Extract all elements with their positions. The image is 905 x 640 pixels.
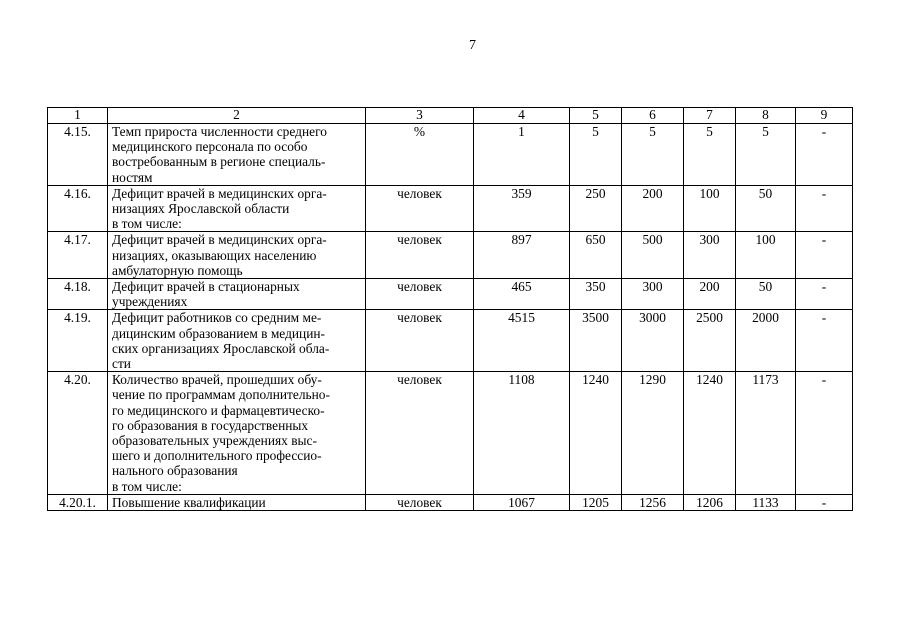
table-row [48, 232, 853, 279]
row-value: 2000 [736, 310, 796, 372]
row-code: 4.20.1. [48, 494, 108, 510]
table-row [48, 185, 853, 232]
row-description: Количество врачей, прошедших обу- чение по программам дополнительно- го медицинского и фармацевтическо- го образования в государственных образовательных учреждениях выс- шего и дополнительного профессио- нального образования в том числе: [108, 372, 366, 495]
row-value: 300 [684, 232, 736, 279]
row-value: 3000 [622, 310, 684, 372]
row-value: 897 [474, 232, 570, 279]
row-value: 1173 [736, 372, 796, 495]
indicators-table [47, 107, 853, 511]
row-code: 4.16. [48, 185, 108, 232]
row-value: 5 [622, 124, 684, 186]
row-description: Повышение квалификации [108, 494, 366, 510]
row-value: 5 [684, 124, 736, 186]
row-value: 50 [736, 185, 796, 232]
row-value: 50 [736, 279, 796, 310]
column-header: 7 [684, 108, 736, 124]
row-value: 1 [474, 124, 570, 186]
row-unit: % [366, 124, 474, 186]
row-value: 500 [622, 232, 684, 279]
column-header: 1 [48, 108, 108, 124]
row-value: 200 [622, 185, 684, 232]
page-number: 7 [469, 38, 476, 53]
row-value: 100 [736, 232, 796, 279]
row-value: 359 [474, 185, 570, 232]
row-unit: человек [366, 185, 474, 232]
column-header: 6 [622, 108, 684, 124]
row-unit: человек [366, 310, 474, 372]
row-value: 1206 [684, 494, 736, 510]
row-unit: человек [366, 372, 474, 495]
row-value: 1240 [684, 372, 736, 495]
row-value: - [796, 232, 853, 279]
row-value: 3500 [570, 310, 622, 372]
column-header: 4 [474, 108, 570, 124]
table-row [48, 279, 853, 310]
row-value: 1108 [474, 372, 570, 495]
table-row [48, 124, 853, 186]
row-description: Дефицит врачей в медицинских орга- низациях, оказывающих населению амбулаторную помощь [108, 232, 366, 279]
column-header: 3 [366, 108, 474, 124]
row-unit: человек [366, 494, 474, 510]
row-code: 4.17. [48, 232, 108, 279]
column-header: 5 [570, 108, 622, 124]
row-value: - [796, 494, 853, 510]
row-value: 1240 [570, 372, 622, 495]
row-value: 100 [684, 185, 736, 232]
row-description: Дефицит врачей в медицинских орга- низациях Ярославской области в том числе: [108, 185, 366, 232]
row-value: 300 [622, 279, 684, 310]
row-value: 250 [570, 185, 622, 232]
row-value: 350 [570, 279, 622, 310]
row-value: 2500 [684, 310, 736, 372]
column-header: 2 [108, 108, 366, 124]
row-value: - [796, 279, 853, 310]
row-value: - [796, 185, 853, 232]
row-description: Дефицит работников со средним ме- дицинским образованием в медицин- ских организациях Ярославской обла- сти [108, 310, 366, 372]
row-value: 1133 [736, 494, 796, 510]
row-code: 4.19. [48, 310, 108, 372]
row-value: 1067 [474, 494, 570, 510]
row-description: Темп прироста численности среднего медицинского персонала по особо востребованным в регионе специаль- ностям [108, 124, 366, 186]
row-value: 1205 [570, 494, 622, 510]
row-value: - [796, 372, 853, 495]
row-value: 200 [684, 279, 736, 310]
row-description: Дефицит врачей в стационарных учреждениях [108, 279, 366, 310]
row-value: 5 [570, 124, 622, 186]
row-value: 5 [736, 124, 796, 186]
column-header: 8 [736, 108, 796, 124]
table-row [48, 310, 853, 372]
row-value: - [796, 310, 853, 372]
row-value: - [796, 124, 853, 186]
row-code: 4.20. [48, 372, 108, 495]
row-value: 1256 [622, 494, 684, 510]
row-code: 4.18. [48, 279, 108, 310]
column-header: 9 [796, 108, 853, 124]
row-code: 4.15. [48, 124, 108, 186]
table-header-row [48, 108, 853, 124]
row-unit: человек [366, 279, 474, 310]
row-unit: человек [366, 232, 474, 279]
row-value: 650 [570, 232, 622, 279]
row-value: 1290 [622, 372, 684, 495]
table-row [48, 494, 853, 510]
row-value: 465 [474, 279, 570, 310]
table-row [48, 372, 853, 495]
row-value: 4515 [474, 310, 570, 372]
